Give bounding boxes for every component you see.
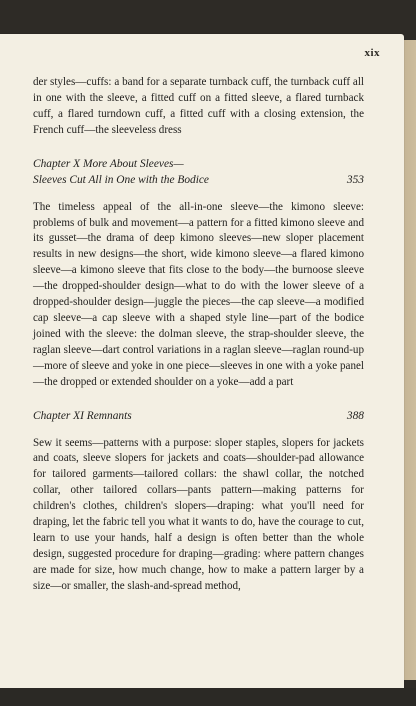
page-number: xix: [364, 47, 380, 59]
chapter-x-page: 353: [346, 173, 364, 186]
chapter-x-title-line2: Sleeves Cut All in One with the Bodice: [33, 173, 209, 186]
table-of-contents-text: [33, 75, 364, 595]
chapter-x-title-line1: Chapter X More About Sleeves—: [33, 157, 184, 170]
chapter-xi-title: Chapter XI Remnants: [33, 409, 132, 422]
chapter-xi-page: 388: [346, 409, 364, 422]
chapter-xi-heading: [33, 408, 364, 424]
chapter-x-heading: [33, 156, 364, 188]
bottom-shadow: [0, 688, 416, 706]
intro-paragraph: der styles—cuffs: a band for a separate turnback cuff, the turnback cuff all in one with the sleeve, a fitted cuff on a fitted sleeve, a flared turnback cuff, a flared turndown cuff, a fitted cuff with a closing extension, the French cuff—the sleeveless dress: [33, 76, 364, 136]
chapter-x-summary: The timeless appeal of the all-in-one sleeve—the kimono sleeve: problems of bulk and movement—a pattern for a fitted kimono sleeve and its gusset—the drama of deep kimono sleeves—new sloper placement results in new designs—the short, wide kimono sleeve—a flared kimono sleeve—a kimono sleeve that fits close to the body—the burnoose sleeve—the dropped-shoulder design—what to do with the lower sleeve of a dropped-shoulder design—juggle the pieces—the cap sleeve—a modified cap sleeve—a cap sleeve with a shaped style line—part of the bodice joined with the sleeve: the dolman sleeve, the strap-shoulder sleeve, the raglan sleeve—dart control variations in a raglan sleeve—raglan round-up—more of sleeve and yoke in one piece—sleeves in one with a yoke panel—the dropped or extended shoulder on a yoke—add a part: [33, 200, 364, 388]
chapter-xi-summary: Sew it seems—patterns with a purpose: sloper staples, slopers for jackets and coats, sleeve slopers for jackets and coats—shoulder-pad allowance for tailored garments—tailored collars: the shawl collar, the notched collar, other tailored collars—pants pattern—making patterns for children's clothes, children's slopers—draping: what you'll need for draping, let the fabric tell you what it wants to do, have the courage to cut, learn to use your hands, half a design is often better than the whole design, suggested procedure for draping—grading: where pattern changes are made for size, how much change, how to make a pattern larger by a size—or smaller, the slash-and-spread method,: [33, 436, 364, 592]
